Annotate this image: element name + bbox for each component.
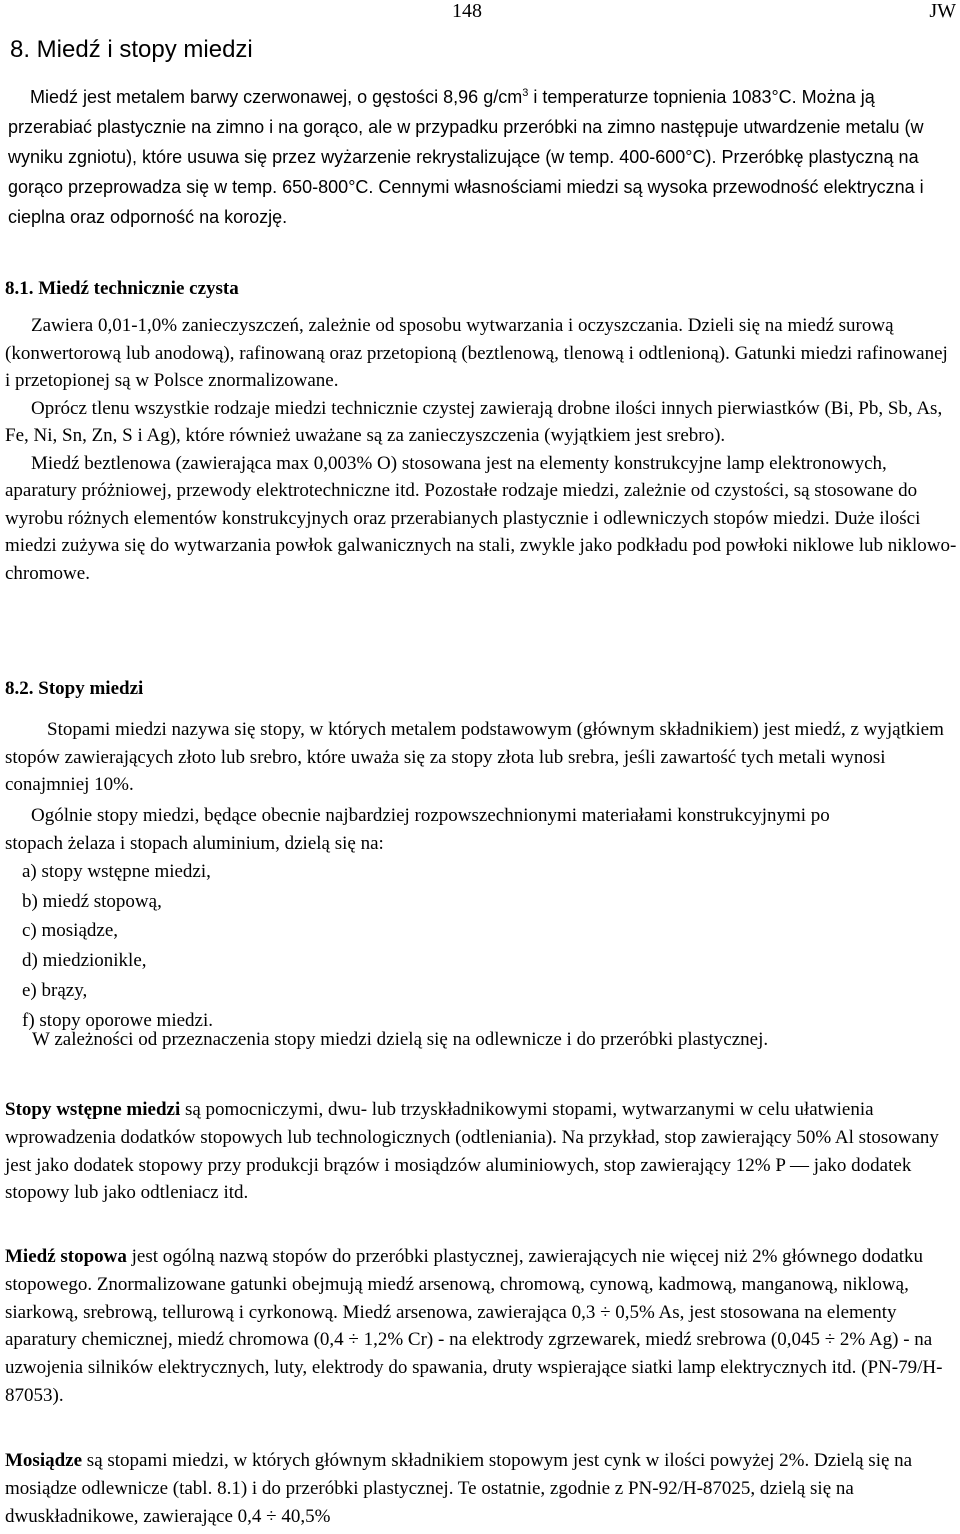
section-8-2-paragraph-1-text: Stopami miedzi nazywa się stopy, w których metalem podstawowym (głównym składnikiem) jest miedź, z wyjątkiem stopów zawierających złoto lub srebro, które uważa się za stopy złota lub srebra, jeśli zawartość tych metali wynosi conajmniej 10%. (5, 719, 944, 795)
list-item: d) miedzionikle, (22, 950, 147, 972)
term-stopy-wstepne: Stopy wstępne miedzi (5, 1099, 181, 1120)
section-8-1-body (5, 312, 957, 587)
section-8-2-paragraph-5 (5, 1243, 957, 1410)
page-number: 148 (452, 0, 482, 22)
section-8-2-paragraph-6-text: są stopami miedzi, w których głównym składnikiem stopowym jest cynk w ilości powyżej 2%. Dzielą się na mosiądze odlewnicze (tabl. 8.1) i do przeróbki plastycznej. Te ostatnie, zgodnie z PN-92/H-87025, dzielą się na dwuskładnikowe, zawierające 0,4 ÷ 40,5% (5, 1450, 913, 1527)
section-8-2-paragraph-5-text: jest ogólną nazwą stopów do przeróbki plastycznej, zawierających nie więcej niż 2% głównego dodatku stopowego. Znormalizowane gatunki obejmują miedź arsenową, chromową, cynową, kadmową, manganową, niklową, siarkową, srebrową, tellurową i cyrkonową. Miedź arsenowa, zawierająca 0,3 ÷ 0,5% As, jest stosowana na elementy aparatury chemicznej, miedź chromowa (0,4 ÷ 1,2% Cr) - na elektrody zgrzewarek, miedź srebrowa (0,045 ÷ 2% Ag) - na uzwojenia silników elektrycznych, luty, elektrody do spawania, druty wspierające siatki lamp elektrycznych itd. (PN-79/H-87053). (5, 1246, 943, 1406)
section-8-1-paragraph-3 (5, 450, 957, 588)
section-8-2-paragraph-4 (5, 1096, 957, 1207)
alloy-types-list (22, 857, 213, 1035)
section-8-1-paragraph-2-text: Oprócz tlenu wszystkie rodzaje miedzi technicznie czystej zawierają drobne ilości innych pierwiastków (Bi, Pb, Sb, As, Fe, Ni, Sn, Zn, S i Ag), które również uważane są za zanieczyszczenia (wyjątkiem jest srebro). (5, 397, 943, 446)
intro-superscript: 3 (522, 87, 529, 99)
list-item: c) mosiądze, (22, 920, 119, 942)
list-item: a) stopy wstępne miedzi, (22, 861, 211, 882)
section-8-1-paragraph-1-text: Zawiera 0,01-1,0% zanieczyszczeń, zależnie od sposobu wytwarzania i oczyszczania. Dzieli się na miedź surową (konwertorową lub anodową), rafinowaną oraz przetopioną (beztlenową, tlenową i odtlenioną). Gatunki miedzi rafinowanej i przetopionej są w Polsce znormalizowane. (5, 315, 948, 391)
section-8-2-paragraph-6 (5, 1447, 957, 1530)
section-8-1-paragraph-3-text: Miedź beztlenowa (zawierająca max 0,003% O) stosowana jest na elementy konstrukcyjne lamp elektronowych, aparatury próżniowej, przewody elektrotechniczne itd. Pozostałe rodzaje miedzi, zależnie od czystości, są stosowane do wyrobu różnych elementów konstrukcyjnych oraz przerabianych plastycznie i odlewniczych stopów miedzi. Duże ilości miedzi zużywa się do wytwarzania powłok galwanicznych na stali, zwykle jako podkładu pod powłoki niklowe lub niklowo-chromowe. (5, 452, 957, 584)
section-8-2-paragraph-3 (12, 1026, 882, 1054)
list-item: f) stopy oporowe miedzi. (22, 1009, 214, 1031)
intro-text: Miedź jest metalem barwy czerwonawej, o gęstości 8,96 g/cm (30, 87, 523, 107)
chapter-title: 8. Miedź i stopy miedzi (10, 36, 253, 63)
list-item: e) brązy, (22, 979, 88, 1001)
intro-text-after: i temperaturze topnienia 1083°C. Można ją przerabiać plastycznie na zimno i na gorąco, ale w przypadku przeróbki na zimno następuje utwardzenie metalu (w wyniku zgniotu), które usuwa się przez wyżarzenie rekrystalizujące (w temp. 400-600°C). Przeróbkę plastyczną na gorąco przeprowadza się w temp. 650-800°C. Cennymi własnościami miedzi są wysoka przewodność elektryczna i cieplna oraz odporność na korozję. (8, 87, 924, 227)
section-8-2-paragraph-1 (5, 716, 945, 799)
section-8-2-heading: 8.2. Stopy miedzi (5, 678, 144, 699)
author-initials: JW (929, 0, 956, 22)
section-8-2-paragraph-3-text: W zależności od przeznaczenia stopy miedzi dzielą się na odlewnicze i do przeróbki plastycznej. (32, 1029, 769, 1050)
section-8-2-paragraph-2 (5, 802, 885, 857)
section-8-2-paragraph-2-text: Ogólnie stopy miedzi, będące obecnie najbardziej rozpowszechnionymi materiałami konstrukcyjnymi po stopach żelaza i stopach aluminium, dzielą się na: (5, 805, 830, 854)
section-8-2-paragraph-4-text: są pomocniczymi, dwu- lub trzyskładnikowymi stopami, wytwarzanymi w celu ułatwienia wprowadzenia dodatków stopowych lub technologicznych (odtleniania). Na przykład, stop zawierający 50% Al stosowany jest jako dodatek stopowy przy produkcji brązów i mosiądzów aluminiowych, stop zawierający 12% P — jako dodatek stopowy lub jako odtleniacz itd. (5, 1099, 939, 1204)
term-miedz-stopowa: Miedź stopowa (5, 1246, 127, 1267)
section-8-1-heading: 8.1. Miedź technicznie czysta (5, 278, 239, 299)
term-mosiadze: Mosiądze (5, 1450, 83, 1471)
section-8-1-paragraph-1 (5, 312, 957, 395)
intro-paragraph (8, 78, 956, 232)
section-8-1-paragraph-2 (5, 395, 957, 450)
list-item: b) miedź stopową, (22, 890, 162, 912)
